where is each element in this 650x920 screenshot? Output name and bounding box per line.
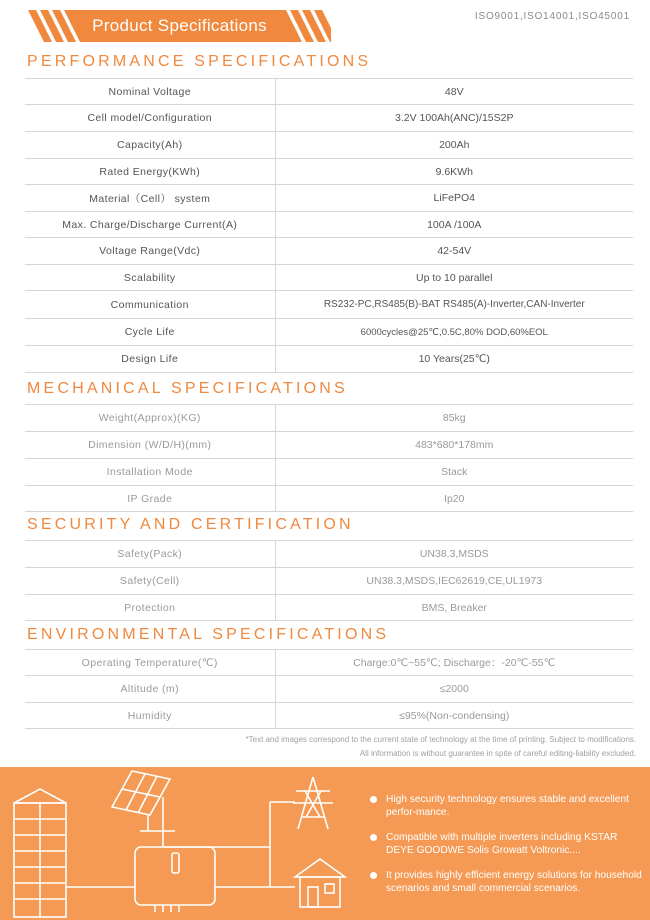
- table-row: [25, 238, 633, 265]
- table-row: [25, 346, 633, 373]
- table-row: [25, 459, 633, 486]
- feature-text: Compatible with multiple inverters including KSTAR DEYE GOODWE Solis Growatt Voltronic....: [386, 832, 618, 856]
- spec-value: 85kg: [275, 405, 633, 432]
- spec-value: 3.2V 100Ah(ANC)/15S2P: [275, 105, 633, 132]
- spec-value: BMS, Breaker: [275, 595, 633, 621]
- spec-label: Installation Mode: [25, 459, 275, 486]
- spec-value: RS232-PC,RS485(B)-BAT RS485(A)-Inverter,CAN-Inverter: [275, 291, 633, 319]
- table-row: [25, 319, 633, 346]
- house-icon: [295, 859, 345, 907]
- page-title: Product Specifications: [92, 16, 267, 35]
- spec-value: UN38.3,MSDS,IEC62619,CE,UL1973: [275, 568, 633, 595]
- bullet-dot-icon: [370, 796, 377, 803]
- spec-label: Humidity: [25, 703, 275, 729]
- spec-value: 200Ah: [275, 132, 633, 159]
- spec-value: ≤95%(Non-condensing): [275, 703, 633, 729]
- spec-label: Operating Temperature(℃): [25, 650, 275, 676]
- table-row: [25, 105, 633, 132]
- security-table: [25, 540, 633, 621]
- performance-table: [25, 78, 633, 373]
- spec-label: Dimension (W/D/H)(mm): [25, 432, 275, 459]
- section-title-performance: PERFORMANCE SPECIFICATIONS: [27, 53, 372, 70]
- energy-system-illustration: [0, 767, 370, 920]
- power-tower-icon: [293, 777, 333, 829]
- footer-banner: [0, 767, 650, 920]
- spec-label: Design Life: [25, 346, 275, 373]
- table-row: [25, 650, 633, 676]
- disclaimer-line-2: All information is without guarantee in spite of careful editing-liability excluded.: [359, 749, 636, 758]
- spec-value: UN38.3,MSDS: [275, 541, 633, 568]
- spec-value: LiFePO4: [275, 185, 633, 212]
- mechanical-table: [25, 404, 633, 512]
- spec-value: Stack: [275, 459, 633, 486]
- table-row: [25, 159, 633, 185]
- disclaimer-line-1: *Text and images correspond to the current state of technology at the time of printing. Subject to modifications.: [245, 735, 636, 744]
- table-row: [25, 79, 633, 105]
- spec-label: Cycle Life: [25, 319, 275, 346]
- spec-label: IP Grade: [25, 486, 275, 512]
- solar-panel-icon: [112, 771, 175, 831]
- disclaimer-note: [246, 733, 636, 761]
- table-row: [25, 676, 633, 703]
- table-row: [25, 486, 633, 512]
- feature-text: High security technology ensures stable and excellent perfor-mance.: [386, 794, 629, 818]
- feature-list: [370, 793, 642, 907]
- spec-label: Cell model/Configuration: [25, 105, 275, 132]
- spec-value: 100A /100A: [275, 212, 633, 238]
- spec-label: Capacity(Ah): [25, 132, 275, 159]
- spec-value: 9.6KWh: [275, 159, 633, 185]
- spec-value: 10 Years(25℃): [275, 346, 633, 373]
- section-title-security: SECURITY AND CERTIFICATION: [27, 516, 354, 533]
- table-row: [25, 212, 633, 238]
- spec-label: Communication: [25, 291, 275, 319]
- spec-value: ≤2000: [275, 676, 633, 703]
- spec-value: Ip20: [275, 486, 633, 512]
- spec-label: Safety(Pack): [25, 541, 275, 568]
- certifications-text: ISO9001,ISO14001,ISO45001: [474, 11, 630, 22]
- spec-value: 6000cycles@25℃,0.5C,80% DOD,60%EOL: [275, 319, 633, 346]
- table-row: [25, 432, 633, 459]
- spec-label: Altitude (m): [25, 676, 275, 703]
- spec-label: Safety(Cell): [25, 568, 275, 595]
- inverter-icon: [135, 847, 215, 912]
- spec-value: Charge:0℃~55℃; Discharge：-20℃-55℃: [275, 650, 633, 676]
- spec-label: Rated Energy(KWh): [25, 159, 275, 185]
- section-title-environmental: ENVIRONMENTAL SPECIFICATIONS: [27, 626, 390, 643]
- table-row: [25, 568, 633, 595]
- spec-label: Max. Charge/Discharge Current(A): [25, 212, 275, 238]
- spec-value: 42-54V: [275, 238, 633, 265]
- table-row: [25, 185, 633, 212]
- spec-value: Up to 10 parallel: [275, 265, 633, 291]
- feature-text: It provides highly efficient energy solutions for household scenarios and small commercial scenarios.: [386, 870, 642, 894]
- table-row: [25, 703, 633, 729]
- spec-label: Nominal Voltage: [25, 79, 275, 105]
- table-row: [25, 132, 633, 159]
- table-row: [25, 291, 633, 319]
- spec-value: 48V: [275, 79, 633, 105]
- bullet-dot-icon: [370, 834, 377, 841]
- spec-label: Material（Cell） system: [25, 185, 275, 212]
- spec-label: Protection: [25, 595, 275, 621]
- list-item: [370, 793, 642, 819]
- table-row: [25, 595, 633, 621]
- spec-value: 483*680*178mm: [275, 432, 633, 459]
- bullet-dot-icon: [370, 872, 377, 879]
- section-title-mechanical: MECHANICAL SPECIFICATIONS: [27, 380, 348, 397]
- list-item: [370, 869, 642, 895]
- list-item: [370, 831, 642, 857]
- spec-label: Scalability: [25, 265, 275, 291]
- spec-label: Voltage Range(Vdc): [25, 238, 275, 265]
- table-row: [25, 541, 633, 568]
- table-row: [25, 265, 633, 291]
- spec-label: Weight(Approx)(KG): [25, 405, 275, 432]
- environmental-table: [25, 649, 633, 729]
- table-row: [25, 405, 633, 432]
- battery-rack-icon: [14, 789, 66, 917]
